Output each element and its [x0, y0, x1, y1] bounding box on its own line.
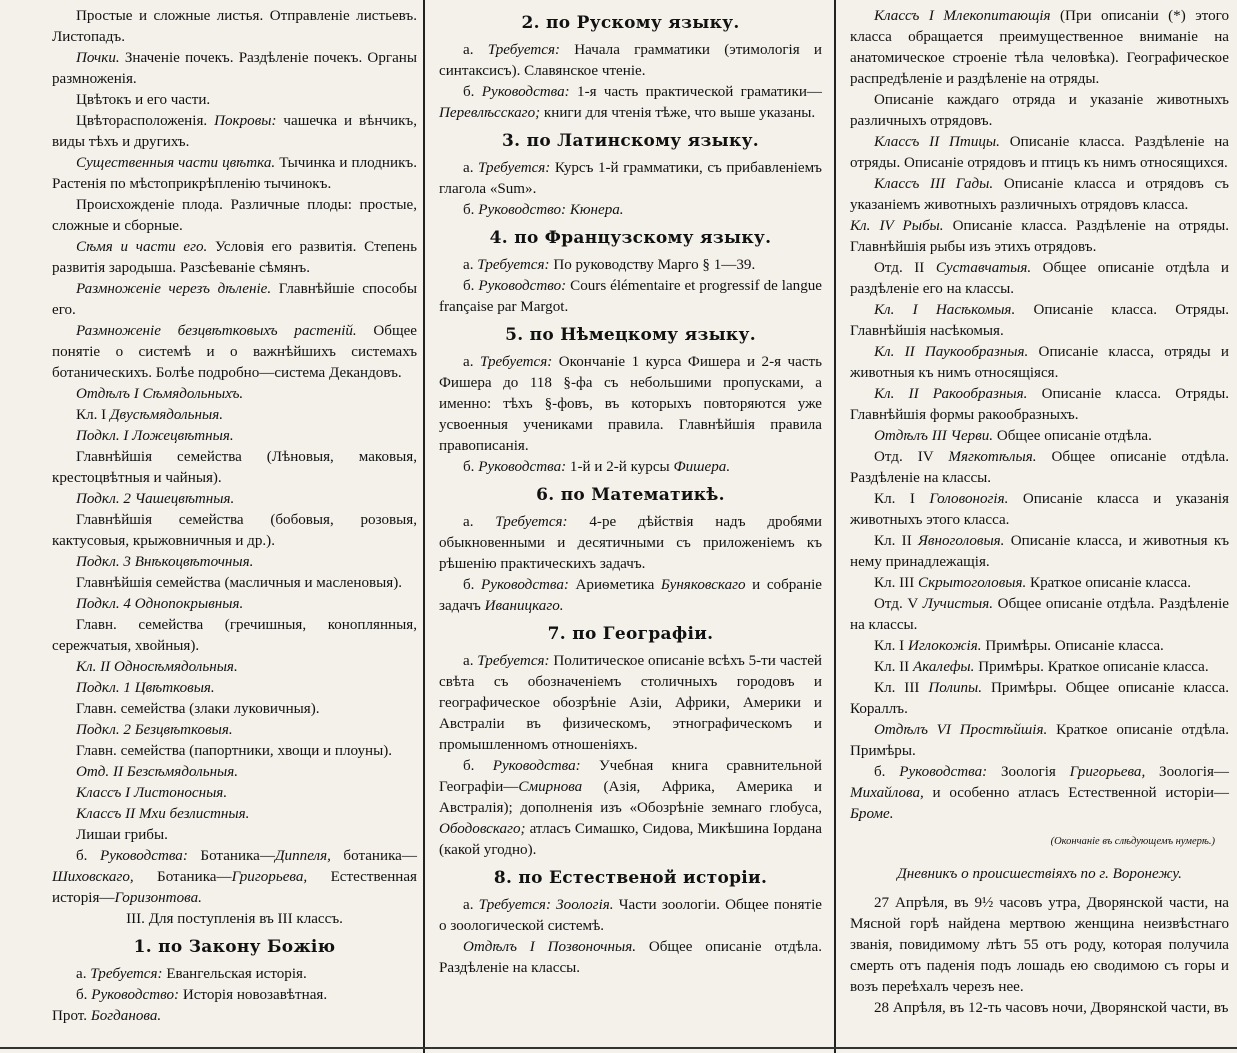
paragraph — [439, 158, 822, 200]
paragraph — [52, 195, 417, 237]
text: б. — [76, 987, 92, 1003]
text: 1-й и 2-й курсы — [566, 459, 674, 475]
text: Описаніе класса, и животныя къ нему принадлежащія. — [850, 533, 1229, 570]
italic-text: Руководства: — [492, 758, 581, 774]
italic-text: Смирнова — [518, 779, 583, 795]
text: Начала грамматики (этимологія и синтаксисъ). Славянское чтеніе. — [439, 42, 823, 79]
paragraph — [439, 457, 822, 478]
text: Цвѣтокъ и его части. — [76, 92, 211, 108]
paragraph — [439, 651, 822, 756]
paragraph — [52, 657, 417, 678]
paragraph — [439, 352, 822, 457]
paragraph — [52, 985, 417, 1006]
paragraph — [850, 132, 1229, 174]
italic-text: Размноженіе черезъ дѣленіе. — [76, 281, 272, 297]
paragraph — [850, 174, 1229, 216]
italic-text: Руководство: — [91, 987, 180, 1003]
italic-text: Ободовскаго; — [439, 821, 526, 837]
italic-text: Существенныя части цвѣтка. — [76, 155, 276, 171]
text: и особенно атласъ Естественной исторіи— — [923, 785, 1229, 801]
section-heading — [439, 324, 822, 346]
italic-text: Требуется: — [487, 42, 561, 58]
text: Описаніе класса. Отряды. Главнѣйшія насѣкомыя. — [850, 302, 1229, 339]
italic-text: Диппеля, — [274, 848, 331, 864]
text: По руководству Марго § 1—39. — [549, 257, 756, 273]
text: Отд. V — [874, 596, 923, 612]
text: Описаніе класса и отрядовъ съ указаніемъ животныхъ различныхъ отрядовъ класса. — [850, 176, 1229, 213]
italic-text: Кюнера. — [569, 202, 624, 218]
paragraph — [439, 575, 822, 617]
text: а. — [463, 354, 480, 370]
section-heading — [439, 623, 822, 645]
bottom-rule — [0, 1047, 1237, 1049]
text: Главн. семейства (гречишныя, коноплянныя, сережчатыя, хвойныя). — [52, 617, 417, 654]
italic-text: Подкл. 2 Чашецвѣтныя. — [76, 491, 235, 507]
text: Общее понятіе о системѣ и о важнѣйшихъ системахъ ботаническихъ. Болѣе подробно—система Декандовъ. — [52, 323, 417, 381]
paragraph — [850, 998, 1229, 1019]
paragraph — [850, 657, 1229, 678]
text: Исторія новозавѣтная. — [179, 987, 328, 1003]
text: (При описаніи (*) этого класса обращается преимущественное вниманіе на анатомическое строеніе тѣла человѣка). Географическое распредѣленіе и раздѣленіе на отряды. — [850, 8, 1229, 87]
paragraph — [439, 255, 822, 276]
text: Политическое описаніе всѣхъ 5-ти частей свѣта съ обозначеніемъ столичныхъ городовъ и географическое обозрѣніе Азіи, Африки, Америки и Австраліи въ физическомъ, этнографическомъ и промышленномъ отношеніяхъ. — [439, 653, 822, 753]
text: 27 Апрѣля, въ 9½ часовъ утра, Дворянской части, на Мясной горѣ найдена мертвою женщина неизвѣстнаго званія, повидимому лѣтъ 55 отъ роду, которая получила смерть отъ паденія подъ лошадь ею сводимою съ горы и возъ переѣхалъ черезъ нее. — [850, 895, 1229, 995]
text: Условія его развитія. Степень развитія зародыша. Разсѣеваніе сѣмянъ. — [52, 239, 418, 276]
text: а. — [463, 653, 478, 669]
text: Кл. I — [76, 407, 110, 423]
paragraph — [52, 426, 417, 447]
italic-text: Богданова. — [90, 1008, 162, 1024]
paragraph — [439, 200, 822, 221]
text: Общее описаніе отдѣла. Раздѣленіе на классы. — [850, 449, 1229, 486]
italic-text: Двусѣмядольныя. — [109, 407, 223, 423]
text: Описаніе класса и указанія животныхъ этого класса. — [850, 491, 1229, 528]
italic-text: Буняковскаго — [660, 577, 746, 593]
italic-text: Размноженіе безцвѣтковыхъ растеній. — [76, 323, 357, 339]
text: Зоологія — [987, 764, 1070, 780]
text: (Азія, Африка, Америка и Австралія); дополненія изъ «Обозрѣніе земнаго глобуса, — [439, 779, 822, 816]
text: Части зоологіи. Общее понятіе о зоологической системѣ. — [439, 897, 823, 934]
text: б. — [463, 758, 493, 774]
paragraph — [52, 699, 417, 720]
paragraph — [52, 846, 417, 909]
text: 1. по Закону Божію — [133, 937, 336, 957]
italic-text: Классъ II Мхи безлистныя. — [76, 806, 250, 822]
text: Общее описаніе отдѣла. Раздѣленіе на классы. — [439, 939, 822, 976]
text: а. — [463, 897, 479, 913]
paragraph — [439, 40, 822, 82]
paragraph — [52, 111, 417, 153]
text: Описаніе класса. Раздѣленіе на отряды. Описаніе отрядовъ и птицъ къ нимъ относящихся. — [850, 134, 1229, 171]
paragraph — [52, 489, 417, 510]
paragraph — [52, 762, 417, 783]
text: Главнѣйшія семейства (масличныя и масленовыя). — [76, 575, 403, 591]
paragraph — [52, 279, 417, 321]
italic-text: Иглокожія. — [907, 638, 982, 654]
paragraph — [52, 48, 417, 90]
section-heading — [439, 227, 822, 249]
paragraph — [850, 447, 1229, 489]
italic-text: Требуется: — [478, 160, 551, 176]
text: Кл. I — [874, 491, 930, 507]
text: 1-я часть практической граматики— — [569, 84, 823, 100]
text: Лишаи грибы. — [76, 827, 168, 843]
italic-text: Руководство: — [478, 278, 567, 294]
text: Простые и сложные листья. Отправленіе листьевъ. Листопадъ. — [52, 8, 417, 45]
text: Евангельская исторія. — [162, 966, 307, 982]
italic-text: Перевлѣсскаго; — [439, 105, 541, 121]
section-heading — [439, 130, 822, 152]
text: (Окончаніе въ слѣдующемъ нумерѣ.) — [1050, 836, 1215, 847]
paragraph — [52, 678, 417, 699]
text: Краткое описаніе класса. — [1026, 575, 1191, 591]
text: Кл. II — [874, 659, 913, 675]
italic-text: Отдѣлъ I Позвоночныя. — [463, 939, 636, 955]
paragraph — [439, 512, 822, 575]
text: Краткое описаніе отдѣла. Примѣры. — [850, 722, 1229, 759]
paragraph — [52, 384, 417, 405]
text: а. — [76, 966, 91, 982]
italic-text: Суставчатыя. — [935, 260, 1032, 276]
text: Ариѳметика — [568, 577, 661, 593]
section-heading — [439, 12, 822, 34]
text: а. — [463, 514, 496, 530]
paragraph — [52, 783, 417, 804]
text: б. — [463, 278, 479, 294]
paragraph — [52, 510, 417, 552]
text: 2. по Рускому языку. — [521, 13, 740, 33]
italic-text: Григорьева, — [231, 869, 308, 885]
italic-text: Требуется: — [495, 514, 568, 530]
text: Главн. семейства (злаки луковичныя). — [76, 701, 320, 717]
text: Примѣры. Общее описаніе класса. Кораллъ. — [850, 680, 1229, 717]
text: Ботаника— — [187, 848, 275, 864]
text: 6. по Математикѣ. — [536, 485, 725, 505]
paragraph — [850, 258, 1229, 300]
text: а. — [463, 42, 488, 58]
paragraph — [850, 678, 1229, 720]
italic-text: Отд. II Безсѣмядольныя. — [76, 764, 239, 780]
text: Курсъ 1-й грамматики, съ прибавленіемъ глагола «Sum». — [439, 160, 822, 197]
paragraph — [52, 153, 417, 195]
italic-text: Полипы. — [928, 680, 983, 696]
column-2 — [423, 0, 834, 1053]
text: а. — [463, 160, 479, 176]
italic-text: Лучистыя. — [922, 596, 993, 612]
text: Главн. семейства (папортники, хвощи и плоуны). — [76, 743, 393, 759]
paragraph — [850, 531, 1229, 573]
paragraph — [52, 909, 417, 930]
italic-text: Руководства: — [481, 84, 570, 100]
paragraph — [850, 6, 1229, 90]
text: б. — [76, 848, 100, 864]
text: Примѣры. Краткое описаніе класса. — [974, 659, 1209, 675]
italic-text: Подкл. 3 Внѣкоцвѣточныя. — [76, 554, 254, 570]
italic-text: Иваницкаго. — [484, 598, 564, 614]
italic-text: Михайлова, — [850, 785, 924, 801]
italic-text: Руководства: — [478, 459, 567, 475]
paragraph — [52, 321, 417, 384]
paragraph — [850, 636, 1229, 657]
italic-text: Требуется: — [477, 257, 550, 273]
paragraph — [850, 426, 1229, 447]
paragraph — [52, 6, 417, 48]
italic-text: Требуется: — [90, 966, 163, 982]
italic-text: Шиховскаго, — [52, 869, 134, 885]
paragraph — [850, 573, 1229, 594]
text: Описаніе класса. Отряды. Главнѣйшія формы ракообразныхъ. — [850, 386, 1229, 423]
paragraph — [52, 804, 417, 825]
text: б. — [874, 764, 900, 780]
text: Учебная книга сравнительной Географіи— — [439, 758, 822, 795]
text: Cours élémentaire et progressif de langue française par Margot. — [439, 278, 822, 315]
paragraph — [850, 90, 1229, 132]
italic-text: Подкл. 1 Цвѣтковыя. — [76, 680, 215, 696]
italic-text: Отдѣлъ I Сѣмядольныхъ. — [76, 386, 244, 402]
italic-text: Отдѣлъ III Черви. — [874, 428, 994, 444]
italic-text: Требуется: — [477, 653, 550, 669]
text: Прот. — [52, 1008, 91, 1024]
italic-text: Подкл. 2 Безцвѣтковыя. — [76, 722, 233, 738]
text: 4-ре дѣйствія надъ дробями обыкновенными и десятичными съ приложеніемъ къ рѣшенію практическихъ задачъ. — [439, 514, 822, 572]
text: Описаніе класса, отряды и животныя къ нимъ относящіяся. — [850, 344, 1229, 381]
column-3 — [834, 0, 1237, 1053]
text: 8. по Естественой исторіи. — [493, 868, 768, 888]
text: Кл. II — [874, 533, 919, 549]
italic-text: Головоногія. — [929, 491, 1009, 507]
italic-text: Кл. II Односѣмядольныя. — [76, 659, 238, 675]
italic-text: Подкл. 4 Однопокрывныя. — [76, 596, 244, 612]
column-1 — [0, 0, 423, 1053]
paragraph — [52, 405, 417, 426]
text: 7. по Географіи. — [547, 624, 714, 644]
paragraph — [850, 831, 1215, 852]
text: Ботаника— — [133, 869, 232, 885]
italic-text: Броме. — [850, 806, 894, 822]
paragraph — [439, 895, 822, 937]
italic-text: Сѣмя и части его. — [76, 239, 208, 255]
italic-text: Требуется: — [479, 354, 553, 370]
text: Происхожденіе плода. Различные плоды: простые, сложные и сборные. — [52, 197, 417, 234]
text: б. — [463, 84, 482, 100]
text: Отд. II — [874, 260, 936, 276]
text: атласъ Симашко, Сидова, Микѣшина Іордана (какой угодно). — [439, 821, 822, 858]
italic-text: Мягкотѣлыя. — [948, 449, 1037, 465]
text: Окончаніе 1 курса Фишера и 2-я часть Фишера до 118 §-фа съ небольшими пропусками, а именно: тѣхъ §-фовъ, въ которыхъ повторяются уже усвоенныя учениками правила. Главнѣйшія правила правописанія. — [439, 354, 822, 454]
italic-text: Зоологія. — [556, 897, 614, 913]
paragraph — [52, 741, 417, 762]
text: б. — [463, 202, 479, 218]
italic-text: Кл. I Насѣкомыя. — [874, 302, 1016, 318]
paragraph — [850, 342, 1229, 384]
italic-text: Горизонтова. — [114, 890, 202, 906]
text: Кл. I — [874, 638, 908, 654]
text: 3. по Латинскому языку. — [502, 131, 759, 151]
text: Общее описаніе отдѣла. Раздѣленіе на классы. — [850, 596, 1229, 633]
italic-text: Григорьева, — [1069, 764, 1146, 780]
paragraph — [52, 552, 417, 573]
italic-text: Классъ I Листоносныя. — [76, 785, 228, 801]
paragraph — [850, 384, 1229, 426]
text: Главнѣйшіе способы его. — [52, 281, 417, 318]
italic-text: Покровы: — [214, 113, 277, 129]
paragraph — [439, 82, 822, 124]
paragraph — [850, 489, 1229, 531]
italic-text: Руководства: — [899, 764, 988, 780]
paragraph — [52, 90, 417, 111]
text: чашечка и вѣнчикъ, виды тѣхъ и другихъ. — [52, 113, 417, 150]
paragraph — [850, 762, 1229, 825]
text: книги для чтенія тѣже, что выше указаны. — [540, 105, 816, 121]
text: Кл. III — [874, 680, 929, 696]
section-heading — [52, 936, 417, 958]
italic-text: Руководство: — [478, 202, 567, 218]
paragraph — [850, 720, 1229, 762]
italic-text: Классъ II Птицы. — [874, 134, 1000, 150]
text: б. — [463, 577, 482, 593]
paragraph — [52, 237, 417, 279]
italic-text: Подкл. I Ложецвѣтныя. — [76, 428, 234, 444]
italic-text: Классъ III Гады. — [874, 176, 994, 192]
text: Дневникъ о происшествіяхъ по г. Воронежу. — [897, 866, 1182, 882]
paragraph — [439, 276, 822, 318]
text: ботаника— — [330, 848, 417, 864]
text: Зоологія— — [1145, 764, 1229, 780]
paragraph — [850, 216, 1229, 258]
italic-text: Требуется: — [478, 897, 551, 913]
paragraph — [52, 720, 417, 741]
paragraph — [52, 615, 417, 657]
italic-text: Скрытоголовыя. — [918, 575, 1027, 591]
paragraph — [850, 594, 1229, 636]
text: Описаніе класса. Раздѣленіе на отряды. Главнѣйшія рыбы изъ этихъ отрядовъ. — [850, 218, 1229, 255]
italic-text: Кл. IV Рыбы. — [850, 218, 944, 234]
text: б. — [463, 459, 479, 475]
paragraph — [439, 937, 822, 979]
italic-text: Руководства: — [99, 848, 188, 864]
text: Значеніе почекъ. Раздѣленіе почекъ. Органы размноженія. — [52, 50, 417, 87]
paragraph — [850, 864, 1229, 885]
italic-text: Руководства: — [481, 577, 569, 593]
section-heading — [439, 484, 822, 506]
section-heading — [439, 867, 822, 889]
text: Естественная исторія— — [52, 869, 417, 906]
italic-text: Кл. II Паукообразныя. — [874, 344, 1029, 360]
text: III. Для поступленія въ III классъ. — [126, 911, 343, 927]
paragraph — [52, 594, 417, 615]
italic-text: Фишера. — [673, 459, 731, 475]
paragraph — [439, 756, 822, 861]
text: 4. по Французскому языку. — [489, 228, 772, 248]
text: Описаніе каждаго отряда и указаніе животныхъ различныхъ отрядовъ. — [850, 92, 1229, 129]
italic-text: Почки. — [76, 50, 120, 66]
text: 28 Апрѣля, въ 12-ть часовъ ночи, Дворянской части, въ — [874, 1000, 1229, 1016]
paragraph — [52, 447, 417, 489]
italic-text: Акалефы. — [912, 659, 975, 675]
text: Кл. III — [874, 575, 918, 591]
text: Примѣры. Описаніе класса. — [981, 638, 1164, 654]
text: Тычинка и плодникъ. Растенія по мѣстоприкрѣпленію тычинокъ. — [52, 155, 417, 192]
text: Общее описаніе отдѣла и раздѣленіе его на классы. — [850, 260, 1229, 297]
text: 5. по Нѣмецкому языку. — [505, 325, 756, 345]
italic-text: Явноголовыя. — [918, 533, 1005, 549]
italic-text: Кл. II Ракообразныя. — [874, 386, 1028, 402]
text: Главнѣйшія семейства (бобовыя, розовыя, кактусовыя, крыжовничныя и др.). — [52, 512, 417, 549]
italic-text: Классъ I Млекопитающія — [874, 8, 1051, 24]
text: и собраніе задачъ — [439, 577, 822, 614]
text: Главнѣйшія семейства (Лѣновыя, маковыя, крестоцвѣтныя и чайныя). — [52, 449, 417, 486]
text: Отд. IV — [874, 449, 949, 465]
paragraph — [52, 1006, 417, 1027]
italic-text: Отдѣлъ VI Простѣйшія. — [874, 722, 1048, 738]
paragraph — [52, 825, 417, 846]
text: Цвѣторасположенія. — [76, 113, 215, 129]
paragraph — [850, 300, 1229, 342]
text: а. — [463, 257, 478, 273]
paragraph — [850, 893, 1229, 998]
paragraph — [52, 573, 417, 594]
paragraph — [52, 964, 417, 985]
text: Общее описаніе отдѣла. — [993, 428, 1152, 444]
